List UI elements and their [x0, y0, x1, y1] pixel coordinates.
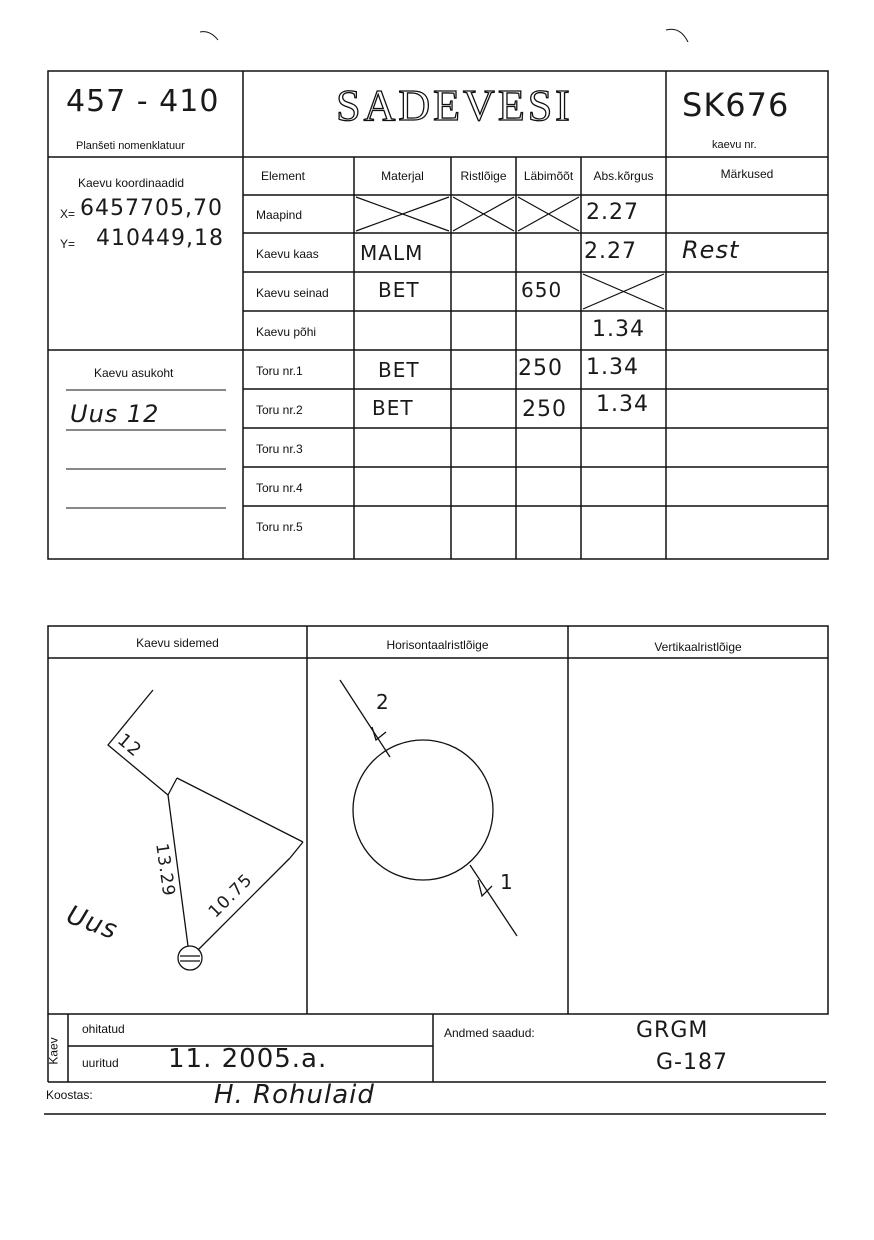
nomenclature-value: 457 - 410: [66, 84, 220, 119]
vertical-section-label: Vertikaalristlõige: [654, 640, 742, 654]
well-number-label: kaevu nr.: [712, 139, 757, 151]
height-value: 1.34: [586, 355, 639, 380]
row-element: Maapind: [256, 208, 303, 222]
horizontal-section-label: Horisontaalristlõige: [386, 638, 489, 652]
coordinates-label: Kaevu koordinaadid: [78, 176, 185, 190]
height-value: 1.34: [596, 392, 649, 417]
measured-date: 11. 2005.a.: [168, 1044, 328, 1074]
location-label: Kaevu asukoht: [94, 366, 174, 380]
data-source-value: GRGM: [636, 1018, 709, 1043]
header-material: Materjal: [381, 169, 424, 183]
row-element: Kaevu põhi: [256, 325, 317, 339]
material-value: MALM: [360, 241, 424, 265]
header-notes: Märkused: [720, 167, 774, 181]
tie-street-name: Uus: [62, 900, 122, 946]
ties-sketch: [108, 690, 303, 970]
header-element: Element: [260, 169, 306, 183]
row-element: Toru nr.4: [256, 481, 303, 495]
well-number-value: SK676: [682, 86, 790, 124]
material-value: BET: [378, 358, 420, 382]
checked-label: ohitatud: [82, 1022, 125, 1036]
data-source-code: G-187: [656, 1050, 728, 1075]
data-source-label: Andmed saadud:: [444, 1026, 535, 1040]
compiled-by-label: Koostas:: [46, 1088, 93, 1102]
diameter-value: 250: [522, 397, 567, 422]
tie-distance-2: 10.75: [204, 869, 257, 923]
row-element: Toru nr.3: [256, 442, 303, 456]
header-abs-height: Abs.kõrgus: [593, 169, 654, 183]
horizontal-section-sketch: [340, 680, 517, 936]
ties-label: Kaevu sidemed: [136, 636, 219, 650]
compiled-by-signature: H. Rohulaid: [214, 1080, 375, 1110]
tie-house-number: 12: [113, 729, 146, 762]
row-element: Kaevu seinad: [256, 286, 329, 300]
x-coordinate-value: 6457705,70: [80, 196, 223, 221]
height-value: 2.27: [586, 200, 639, 225]
y-label: Y=: [60, 237, 76, 251]
diameter-value: 650: [521, 278, 563, 302]
row-element: Kaevu kaas: [256, 247, 319, 261]
material-value: BET: [372, 396, 414, 420]
tie-distance-1: 13.29: [151, 842, 179, 898]
row-element: Toru nr.5: [256, 520, 303, 534]
pipe-2-label: 2: [376, 690, 390, 714]
material-value: BET: [378, 278, 420, 302]
header-diameter: Läbimõõt: [523, 169, 574, 183]
header-cross-section: Ristlõige: [460, 169, 507, 183]
pipe-1-label: 1: [500, 870, 514, 894]
form-title: SADEVESI: [336, 81, 573, 130]
diameter-value: 250: [518, 356, 563, 381]
height-value: 2.27: [584, 239, 637, 264]
measured-label: uuritud: [82, 1056, 119, 1070]
x-label: X=: [60, 207, 76, 221]
nomenclature-label: Planšeti nomenklatuur: [76, 140, 185, 152]
location-value: Uus 12: [70, 400, 160, 428]
row-element: Toru nr.1: [256, 364, 303, 378]
height-value: 1.34: [592, 317, 645, 342]
row-element: Toru nr.2: [256, 403, 303, 417]
y-coordinate-value: 410449,18: [96, 226, 224, 251]
well-label: Kaev: [46, 1037, 61, 1065]
notes-value: Rest: [682, 236, 740, 264]
